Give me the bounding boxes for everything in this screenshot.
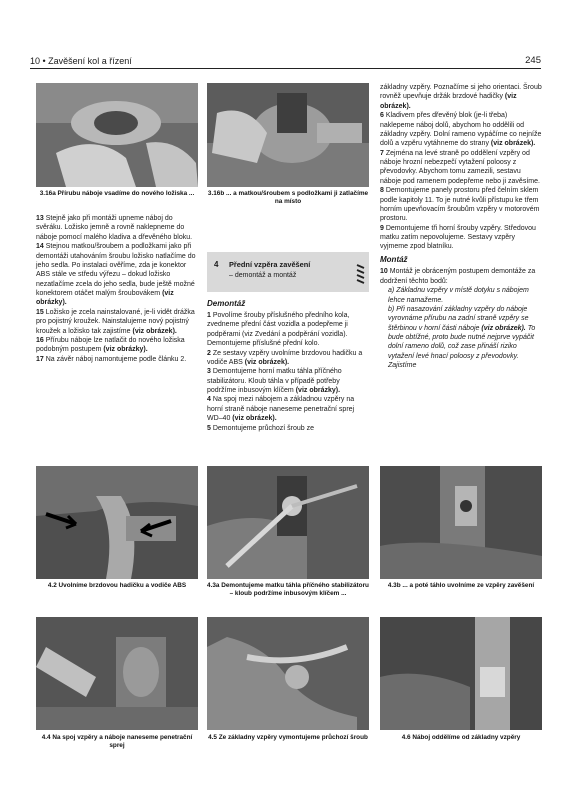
caption-3-16a: 3.16a Přírubu náboje vsadíme do nového ložiska ... — [39, 190, 195, 197]
paragraph-5: 5 Demontujeme průchozí šroub ze — [207, 424, 315, 432]
paragraph-5-cont: základny vzpěry. Poznačíme si jeho orientaci. Šroub rovněž upevňuje držák brzdové hadičky (viz obrázek). — [380, 84, 542, 110]
photo-4-4-image — [36, 617, 198, 730]
chapter-title: 10 • Zavěšení kol a řízení — [30, 56, 132, 66]
caption-4-6: 4.6 Náboj oddělíme od základny vzpěry — [401, 734, 521, 741]
caption-4-3a: 4.3a Demontujeme matku táhla příčného stabilizátoru – kloub podržíme inbusovým klíčem ... — [207, 582, 369, 597]
photo-3-16b — [207, 83, 369, 187]
page-number: 245 — [525, 55, 541, 66]
photo-4-3b — [380, 466, 542, 579]
paragraph-14: 14 Stejnou matkou/šroubem a podložkami jako při demontáži utahováním šroubu ložisko natlačíme do jeho sedla. Po instalaci ověříme, zda je konektor ABS stále ve středu výřezu – dokud ložisko nezatlačíme zcela do jeho sedla, bude ještě možné konektorem otáčet malým šroubovákem (viz obrázky). — [36, 243, 196, 307]
paragraph-10: 10 Montáž je obráceným postupem demontáže za dodržení těchto bodů: — [380, 268, 536, 285]
point-a: a) Základnu vzpěry v místě dotyku s nábojem lehce namažeme. — [388, 287, 529, 304]
photo-4-5-image — [207, 617, 369, 730]
paragraph-7: 7 Zejména na levé straně po oddělení vzpěry od náboje hrozní nebezpečí vytažení poloosy z převodovky. Abychom tomu zamezili, sestavu náboje pod ramenem podepřeme nebo ji zavěsíme. — [380, 149, 540, 185]
caption-4-2: 4.2 Uvolníme brzdovou hadičku a vodiče ABS — [47, 582, 187, 589]
caption-4-4: 4.4 Na spoj vzpěry a náboje naneseme penetrační sprej — [41, 734, 193, 749]
photo-4-3a-image — [207, 466, 369, 579]
photo-3-16a — [36, 83, 198, 187]
page-header — [30, 52, 541, 66]
heading-montaz: Montáž — [380, 254, 408, 264]
photo-3-16a-image — [36, 83, 198, 187]
photo-4-5 — [207, 617, 369, 730]
photo-4-3a — [207, 466, 369, 579]
paragraph-2: 2 Ze sestavy vzpěry uvolníme brzdovou hadičku a vodiče ABS (viz obrázek). — [207, 349, 363, 366]
paragraph-15: 15 Ložisko je zcela nainstalované, je-li vidět drážka pro pojistný kroužek. Nainstalujeme nový pojistný kroužek a ložisko tak zajistíme (viz obrázek). — [36, 308, 195, 335]
paragraph-6: 6 Kladivem přes dřevěný blok (je-li třeba) naklepeme náboj dolů, abychom ho oddělili od základny vzpěry. Dolní rameno vypáčíme co nejníže dolů a vzpěru vytáhneme do strany (viz obrázek). — [380, 112, 542, 148]
point-b: b) Při nasazování základny vzpěry do náboje vyrovnáme přírubu na zadní straně vzpěry se štěrbinou v horní části náboje (viz obrázek). To bude obtížné, proto bude nutné nejprve vypáčit dolní rameno dolů, což zase přináší riziko vytažení levé hnací poloosy z převodovky. Zajistíme — [388, 305, 536, 370]
paragraph-4: 4 Na spoj mezi nábojem a základnou vzpěry na horní straně náboje naneseme penetrační sprej WD–40 (viz obrázek). — [207, 396, 355, 423]
paragraph-8: 8 Demontujeme panely prostoru před čelním sklem podle kapitoly 11. To je nutné kvůli přístupu ke třem horním upevňovacím šroubům vzpěry v motorovém prostoru. — [380, 187, 540, 223]
paragraph-16: 16 Přírubu náboje lze natlačit do nového ložiska podobným postupem (viz obrázky). — [36, 336, 185, 354]
photo-3-16b-image — [207, 83, 369, 187]
section-subtitle: – demontáž a montáž — [229, 272, 297, 279]
text-column-left — [36, 214, 198, 364]
section-title: Přední vzpěra zavěšení — [229, 260, 311, 269]
paragraph-13: 13 Stejně jako při montáži upneme náboj do svěráku. Ložisko jemně a rovně naklepneme do náboje pomocí malého kladiva a dřevěného bloku. — [36, 215, 193, 241]
section-heading-box — [207, 252, 369, 292]
photo-4-3b-image — [380, 466, 542, 579]
text-column-middle — [207, 311, 369, 433]
paragraph-3: 3 Demontujeme horní matku táhla příčného stabilizátoru. Kloub táhla v případě potřeby podržíme inbusovým klíčem (viz obrázky). — [207, 368, 342, 394]
spanner-difficulty-icon — [355, 262, 367, 284]
photo-4-2 — [36, 466, 198, 579]
header-rule — [30, 68, 541, 69]
photo-4-4 — [36, 617, 198, 730]
caption-4-5: 4.5 Ze základny vzpěry vymontujeme průchozí šroub — [208, 734, 368, 741]
photo-4-2-image — [36, 466, 198, 579]
section-number: 4 — [214, 260, 219, 269]
caption-3-16b: 3.16b ... a matkou/šroubem s podložkami ji zatlačíme na místo — [207, 190, 369, 205]
paragraph-1: 1 Povolíme šrouby příslušného předního kola, zvedneme přední část vozidla a podepřeme ji podpěrami (viz Zvedání a podpěrání vozidla). Demontujeme příslušné přední kolo. — [207, 312, 350, 348]
photo-4-6 — [380, 617, 542, 730]
paragraph-9: 9 Demontujeme tři horní šrouby vzpěry. Středovou matku zatím nepovolujeme. Sestavy vzpěry vyjmeme zpod blatníku. — [380, 224, 536, 251]
heading-demontaz: Demontáž — [207, 299, 246, 308]
caption-4-3b: 4.3b ... a poté táhlo uvolníme ze vzpěry zavěšení — [387, 582, 535, 589]
paragraph-17: 17 Na závěr náboj namontujeme podle článku 2. — [36, 355, 187, 363]
text-column-right — [380, 83, 542, 371]
photo-4-6-image — [380, 617, 542, 730]
